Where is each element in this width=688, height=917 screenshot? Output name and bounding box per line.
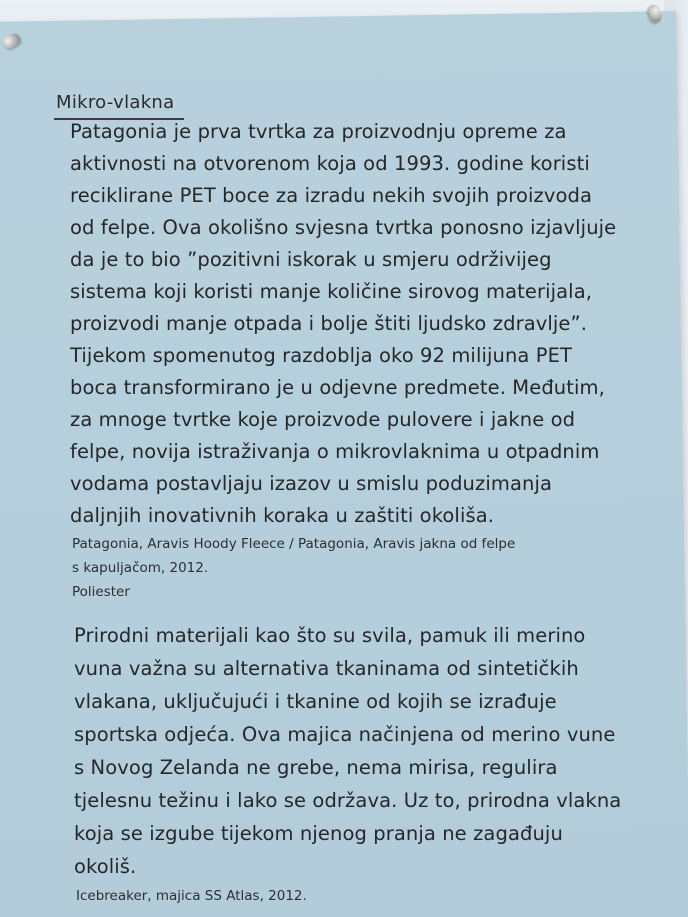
caption-line: Poliester (72, 584, 130, 600)
text-line: koja se izgube tijekom njenog pranja ne zagađuju (74, 822, 563, 845)
text-line: sistema koji koristi manje količine sirovog materijala, (70, 280, 593, 303)
text-line: za mnoge tvrtke koje proizvode pulovere i jakne od (70, 408, 576, 431)
text-line: vlakana, uključujući i tkanine od kojih se izrađuje (74, 690, 557, 713)
text-line: Prirodni materijali kao što su svila, pamuk ili merino (74, 624, 586, 647)
text-line: vodama postavljaju izazov u smislu poduzimanja (70, 472, 553, 495)
text-line: od felpe. Ova okolišno svjesna tvrtka ponosno izjavljuje (70, 216, 617, 239)
text-line: tjelesnu težinu i lako se održava. Uz to, prirodna vlakna (73, 789, 622, 812)
text-line: daljnjih inovativnih koraka u zaštiti okoliša. (70, 504, 495, 527)
text-line: okoliš. (74, 855, 137, 878)
text-line: da je to bio ”pozitivni iskorak u smjeru održivijeg (70, 248, 552, 271)
text-line: Patagonia je prva tvrtka za proizvodnju opreme za (70, 120, 567, 143)
text-line: aktivnosti na otvorenom koja od 1993. godine koristi (70, 152, 590, 175)
text-line: proizvodi manje otpada i bolje štiti ljudsko zdravlje”. (70, 312, 588, 335)
text-line: s Novog Zelanda ne grebe, nema mirisa, regulira (74, 756, 558, 779)
text-line: felpe, novija istraživanja o mikrovlaknima u otpadnim (70, 440, 600, 463)
caption-line: Icebreaker, majica SS Atlas, 2012. (76, 888, 307, 904)
text-line: Tijekom spomenutog razdoblja oko 92 milijuna PET (70, 344, 573, 367)
text-line: reciklirane PET boce za izradu nekih svojih proizvoda (70, 184, 593, 207)
text-line: sportska odjeća. Ova majica načinjena od merino vune (74, 723, 616, 746)
text-line: vuna važna su alternativa tkaninama od sintetičkih (74, 657, 579, 680)
placard-content (0, 22, 676, 917)
exhibit-placard (0, 11, 688, 917)
caption-line: s kapuljačom, 2012. (72, 560, 209, 576)
text-line: boca transformirano je u odjevne predmete. Međutim, (70, 376, 605, 399)
placard-heading: Mikro-vlakna (55, 92, 175, 113)
caption-line: Patagonia, Aravis Hoody Fleece / Patagonia, Aravis jakna od felpe (72, 536, 516, 552)
